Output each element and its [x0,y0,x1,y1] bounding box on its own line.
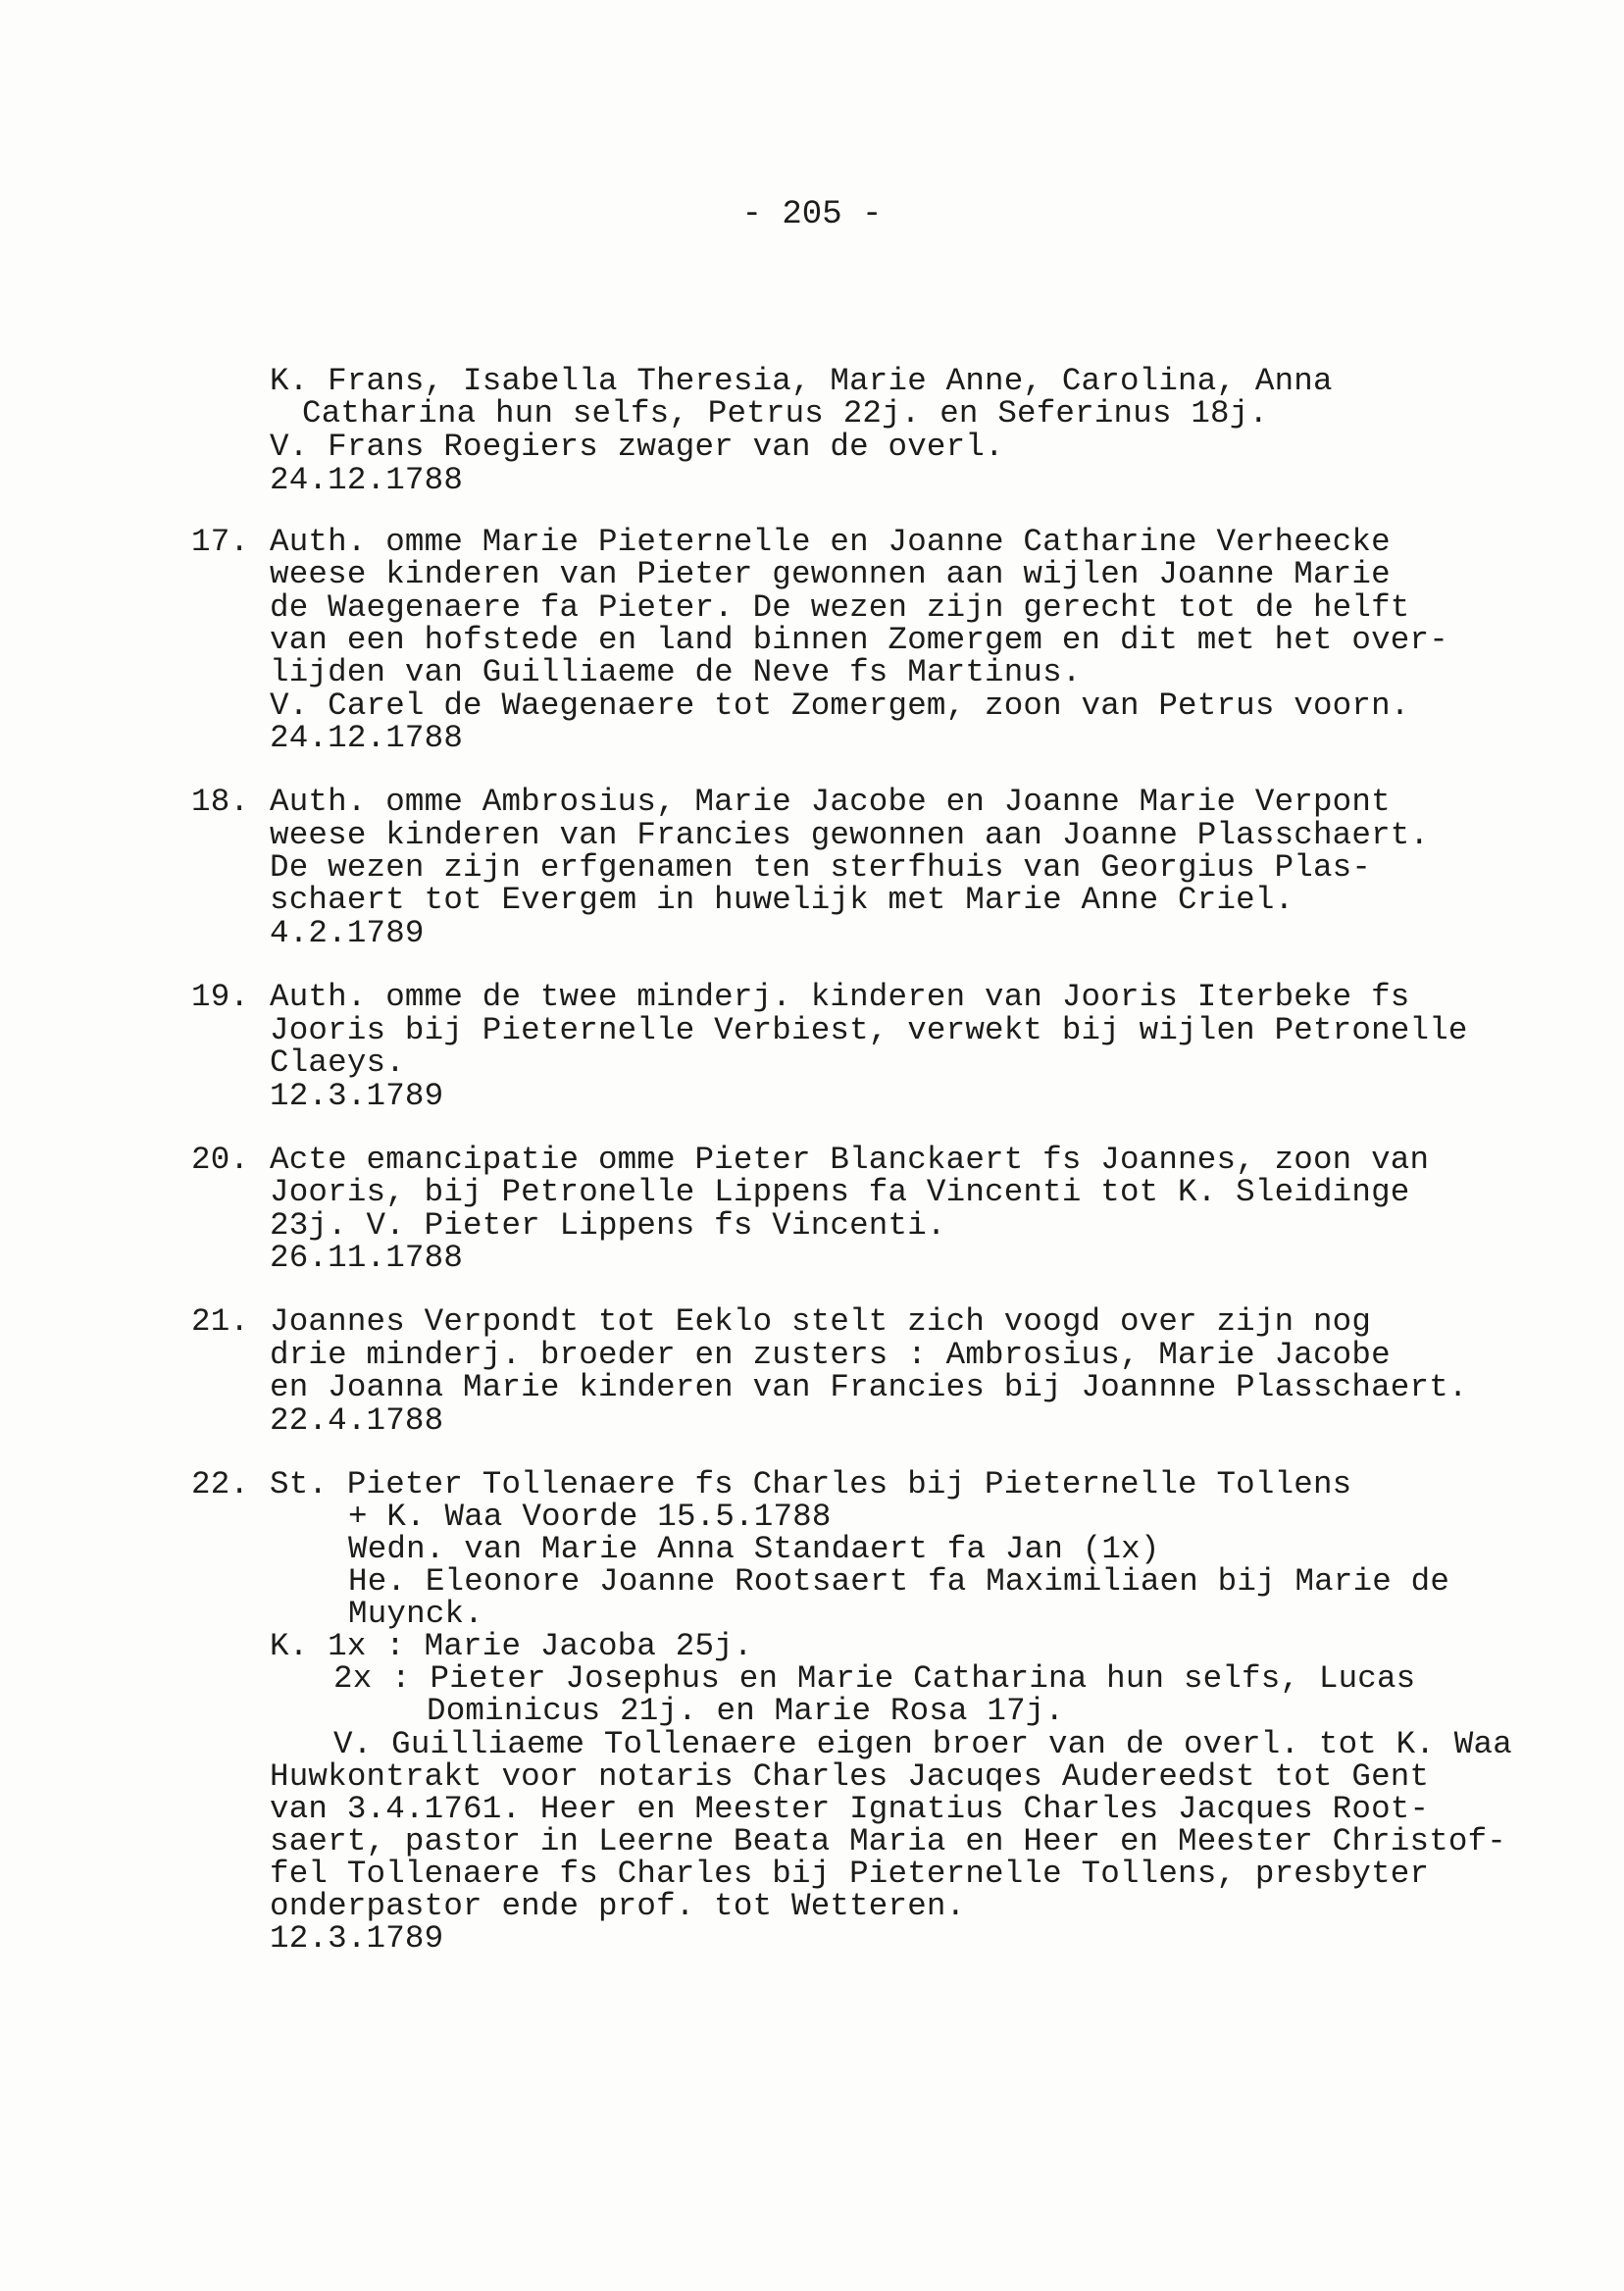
text-line: Auth. omme Ambrosius, Marie Jacobe en Joanne Marie Verpont [270,784,1391,820]
text-line: Muynck. [348,1596,483,1632]
text-line: K. Frans, Isabella Theresia, Marie Anne, Carolina, Anna [270,363,1333,399]
text-line: 26.11.1788 [270,1240,464,1276]
entry-number: 19. [191,979,250,1015]
entry-number: 17. [191,524,250,560]
text-line: 12.3.1789 [270,1078,444,1114]
text-line: V. Carel de Waegenaere tot Zomergem, zoon van Petrus voorn. [270,687,1410,724]
text-line: Jooris bij Pieternelle Verbiest, verwekt bij wijlen Petronelle [270,1012,1468,1048]
text-line: He. Eleonore Joanne Rootsaert fa Maximiliaen bij Marie de [348,1563,1450,1600]
text-line: + K. Waa Voorde 15.5.1788 [348,1499,832,1535]
text-line: en Joanna Marie kinderen van Francies bij Joannne Plasschaert. [270,1369,1468,1405]
text-line: 2x : Pieter Josephus en Marie Catharina hun selfs, Lucas [333,1660,1416,1697]
text-line: 4.2.1789 [270,915,425,951]
text-line: weese kinderen van Pieter gewonnen aan wijlen Joanne Marie [270,556,1391,592]
text-line: Auth. omme de twee minderj. kinderen van Jooris Iterbeke fs [270,979,1410,1015]
entry-number: 21. [191,1303,250,1340]
text-line: Dominicus 21j. en Marie Rosa 17j. [427,1693,1065,1729]
entry-number: 22. [191,1466,250,1502]
text-line: van een hofstede en land binnen Zomergem en dit met het over- [270,622,1448,658]
text-line: 24.12.1788 [270,720,464,756]
text-line: Jooris, bij Petronelle Lippens fa Vincenti tot K. Sleidinge [270,1174,1410,1210]
text-line: onderpastor ende prof. tot Wetteren. [270,1888,966,1924]
text-line: lijden van Guilliaeme de Neve fs Martinus. [270,654,1082,690]
text-line: 12.3.1789 [270,1920,444,1957]
text-line: schaert tot Evergem in huwelijk met Marie Anne Criel. [270,882,1294,918]
text-line: 22.4.1788 [270,1402,444,1439]
text-line: van 3.4.1761. Heer en Meester Ignatius Charles Jacques Root- [270,1791,1430,1827]
text-line: 24.12.1788 [270,462,464,498]
entry-number: 18. [191,784,250,820]
text-line: de Waegenaere fa Pieter. De wezen zijn gerecht tot de helft [270,589,1410,626]
entry-number: 20. [191,1142,250,1178]
text-line: Wedn. van Marie Anna Standaert fa Jan (1x) [348,1531,1160,1567]
text-line: drie minderj. broeder en zusters : Ambrosius, Marie Jacobe [270,1337,1391,1373]
text-line: Huwkontrakt voor notaris Charles Jacuqes Audereedst tot Gent [270,1758,1430,1795]
text-line: Catharina hun selfs, Petrus 22j. en Seferinus 18j. [302,395,1269,432]
text-line: Acte emancipatie omme Pieter Blanckaert fs Joannes, zoon van [270,1142,1430,1178]
text-line: fel Tollenaere fs Charles bij Pieternelle Tollens, presbyter [270,1856,1430,1892]
page-number: - 205 - [741,196,883,233]
text-line: K. 1x : Marie Jacoba 25j. [270,1628,753,1664]
text-line: De wezen zijn erfgenamen ten sterfhuis van Georgius Plas- [270,849,1372,886]
text-line: saert, pastor in Leerne Beata Maria en Heer en Meester Christof- [270,1823,1507,1859]
text-line: V. Frans Roegiers zwager van de overl. [270,429,1004,465]
text-line: weese kinderen van Francies gewonnen aan Joanne Plasschaert. [270,817,1430,853]
text-line: Claeys. [270,1044,405,1081]
text-line: St. Pieter Tollenaere fs Charles bij Pieternelle Tollens [270,1466,1352,1502]
text-line: Auth. omme Marie Pieternelle en Joanne Catharine Verheecke [270,524,1391,560]
text-line: V. Guilliaeme Tollenaere eigen broer van de overl. tot K. Waa [333,1726,1512,1762]
text-line: Joannes Verpondt tot Eeklo stelt zich voogd over zijn nog [270,1303,1372,1340]
text-line: 23j. V. Pieter Lippens fs Vincenti. [270,1207,946,1244]
